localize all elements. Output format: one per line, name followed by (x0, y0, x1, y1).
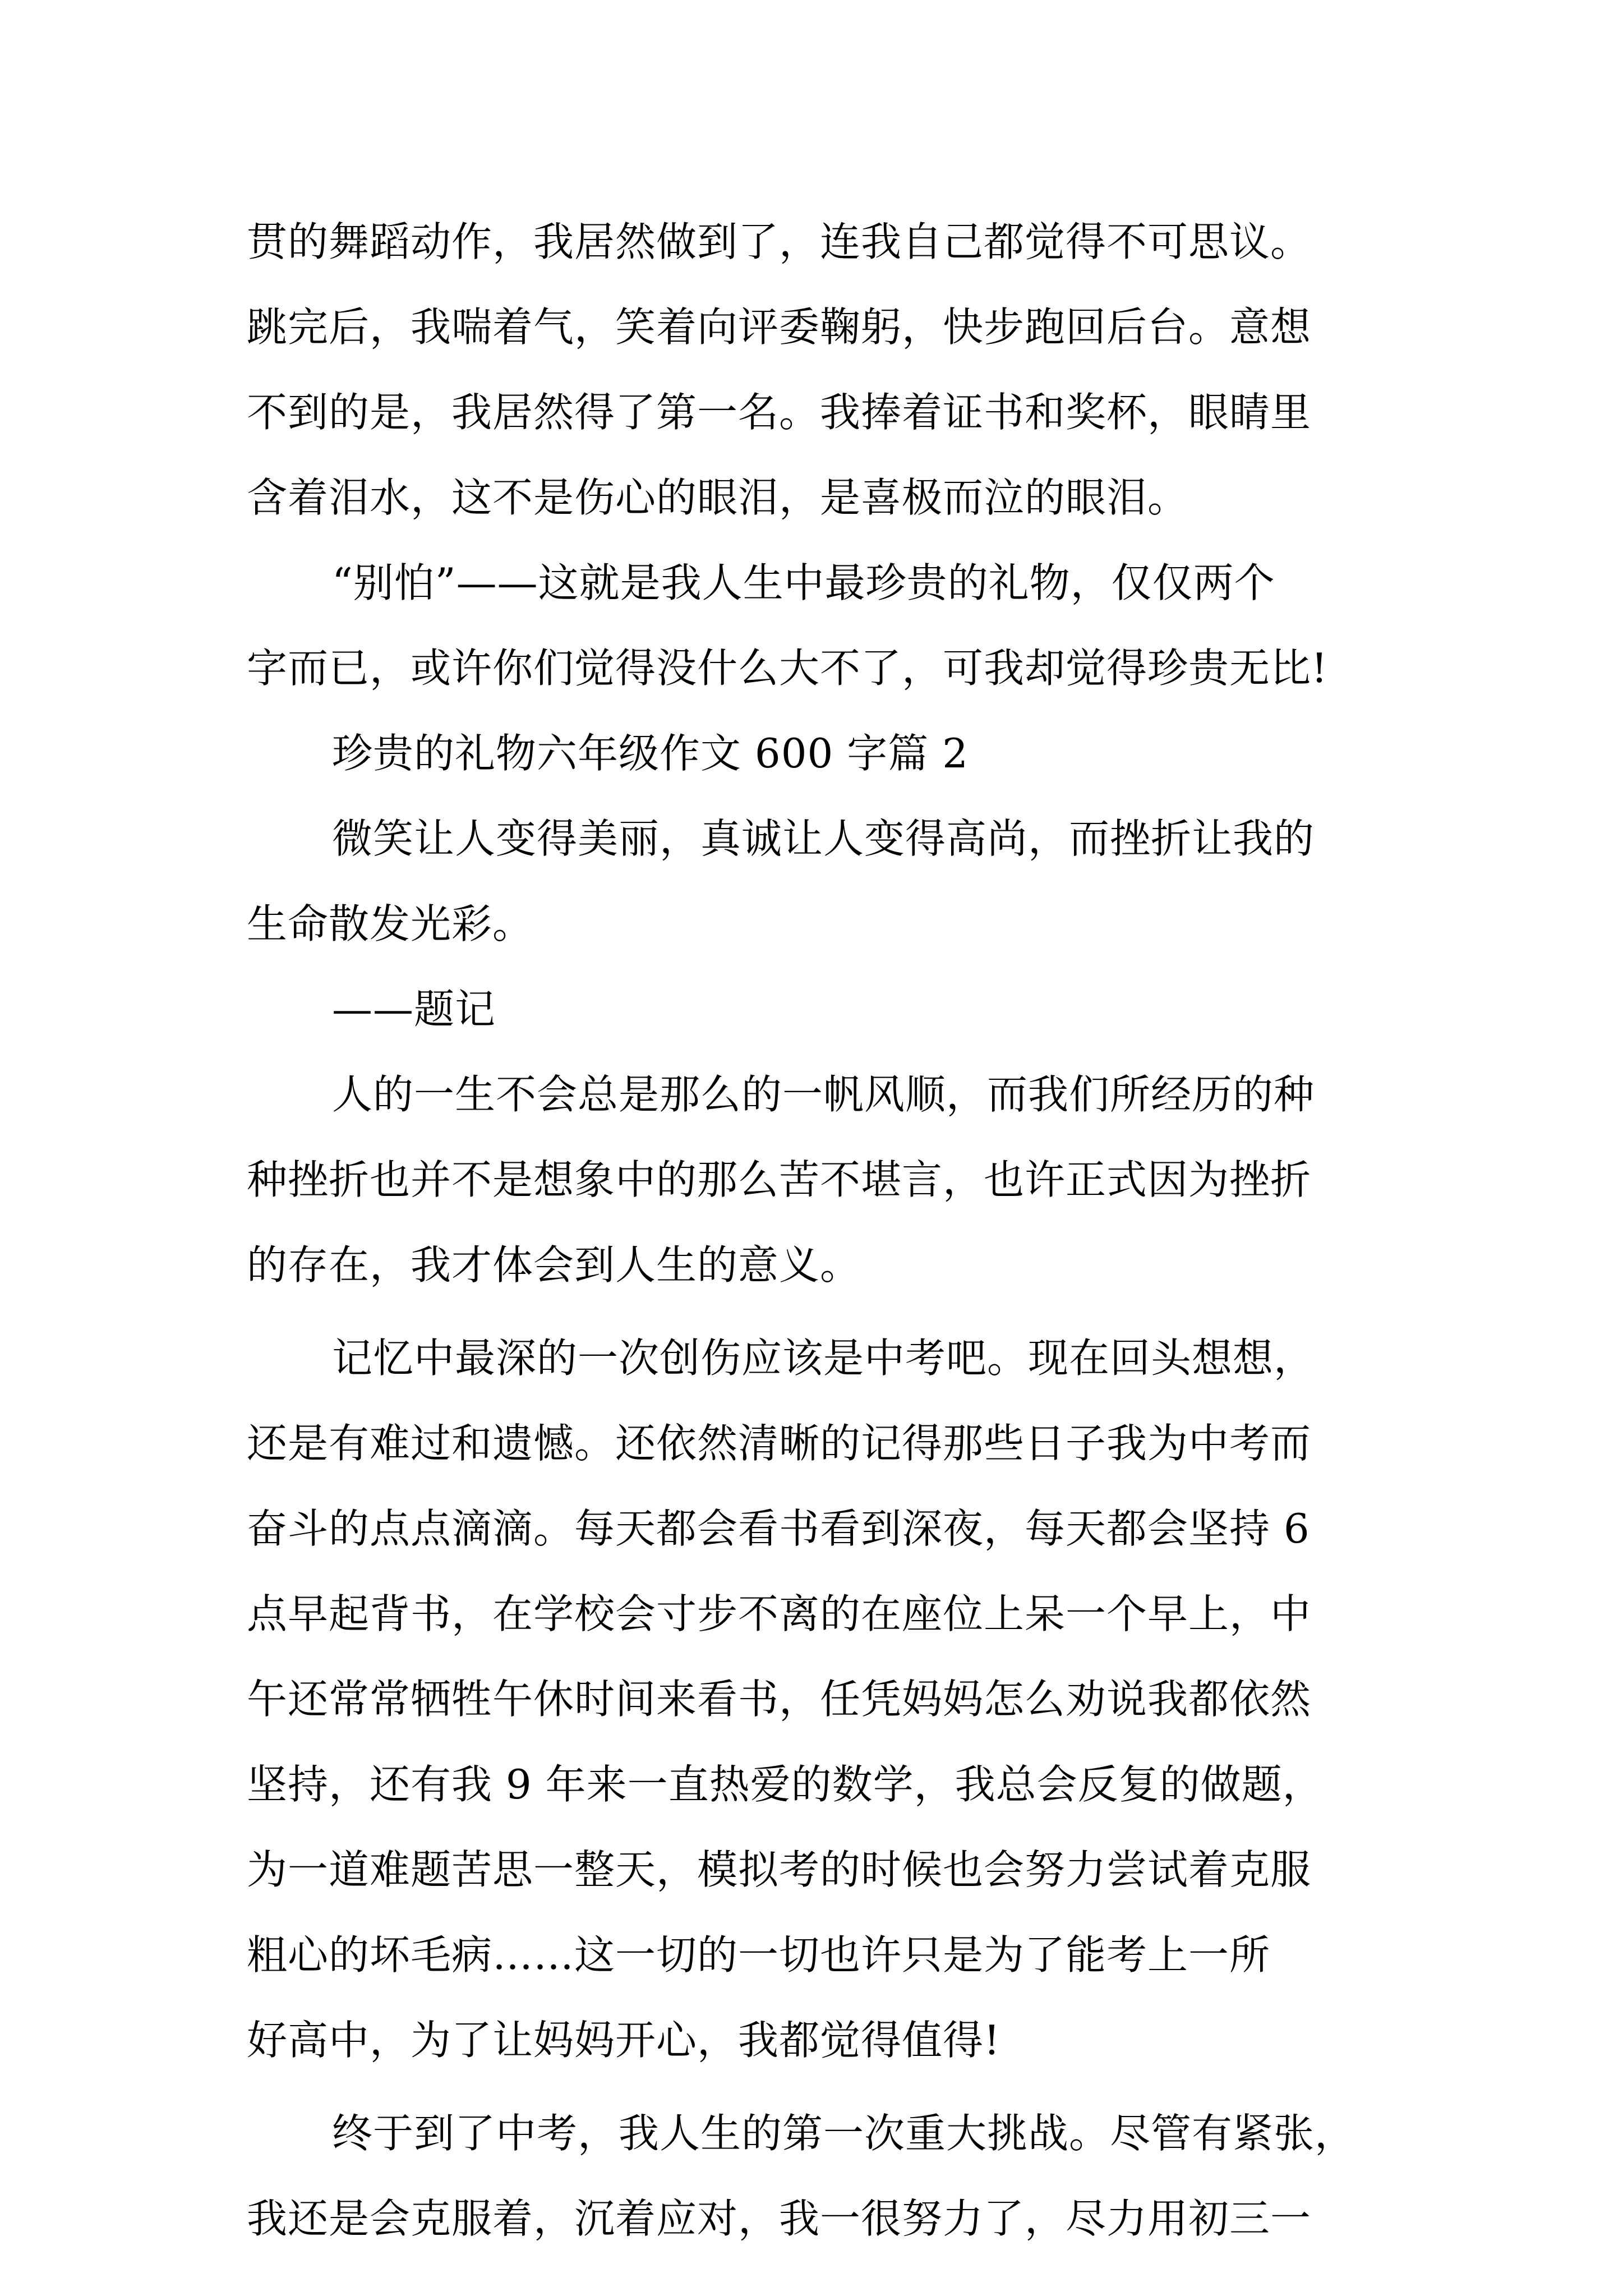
paragraph-first-line: 微笑让人变得美丽，真诚让人变得高尚，而挫折让我的 (332, 815, 1315, 862)
text-line: 还是有难过和遗憾。还依然清晰的记得那些日子我为中考而 (247, 1420, 1312, 1467)
text-line: 含着泪水，这不是伤心的眼泪，是喜极而泣的眼泪。 (247, 474, 1189, 521)
paragraph-first-line: 终于到了中考，我人生的第一次重大挑战。尽管有紧张， (332, 2110, 1356, 2157)
paragraph-first-line: 记忆中最深的一次创伤应该是中考吧。现在回头想想， (332, 1335, 1315, 1382)
text-line: 奋斗的点点滴滴。每天都会看书看到深夜，每天都会坚持 6 (247, 1505, 1310, 1552)
text-line: 字而已，或许你们觉得没什么大不了，可我却觉得珍贵无比! (247, 645, 1328, 692)
paragraph-first-line: “别怕”——这就是我人生中最珍贵的礼物，仅仅两个 (332, 559, 1275, 606)
text-line: 跳完后，我喘着气，笑着向评委鞠躬，快步跑回后台。意想 (247, 303, 1312, 351)
text-line: 贯的舞蹈动作，我居然做到了，连我自己都觉得不可思议。 (247, 218, 1312, 265)
section-heading: 珍贵的礼物六年级作文 600 字篇 2 (332, 730, 969, 777)
document-body (247, 199, 1385, 2261)
paragraph-first-line: 人的一生不会总是那么的一帆风顺，而我们所经历的种 (332, 1071, 1315, 1118)
text-line: 坚持，还有我 9 年来一直热爱的数学，我总会反复的做题， (247, 1761, 1324, 1808)
text-line: 的存在，我才体会到人生的意义。 (247, 1241, 861, 1289)
text-line: 午还常常牺牲午休时间来看书，任凭妈妈怎么劝说我都依然 (247, 1676, 1312, 1723)
text-line: 生命散发光彩。 (247, 900, 534, 947)
text-line: 好高中，为了让妈妈开心，我都觉得值得! (247, 2017, 1000, 2064)
text-line: 不到的是，我居然得了第一名。我捧着证书和奖杯，眼睛里 (247, 389, 1312, 436)
text-line: 种挫折也并不是想象中的那么苦不堪言，也许正式因为挫折 (247, 1156, 1312, 1203)
text-line: 粗心的坏毛病……这一切的一切也许只是为了能考上一所 (247, 1931, 1271, 1978)
text-line: 我还是会克服着，沉着应对，我一很努力了，尽力用初三一 (247, 2195, 1312, 2242)
text-line: 为一道难题苦思一整天，模拟考的时候也会努力尝试着克服 (247, 1846, 1312, 1893)
epigraph-attribution: ——题记 (332, 986, 496, 1033)
text-line: 点早起背书，在学校会寸步不离的在座位上呆一个早上，中 (247, 1590, 1312, 1637)
